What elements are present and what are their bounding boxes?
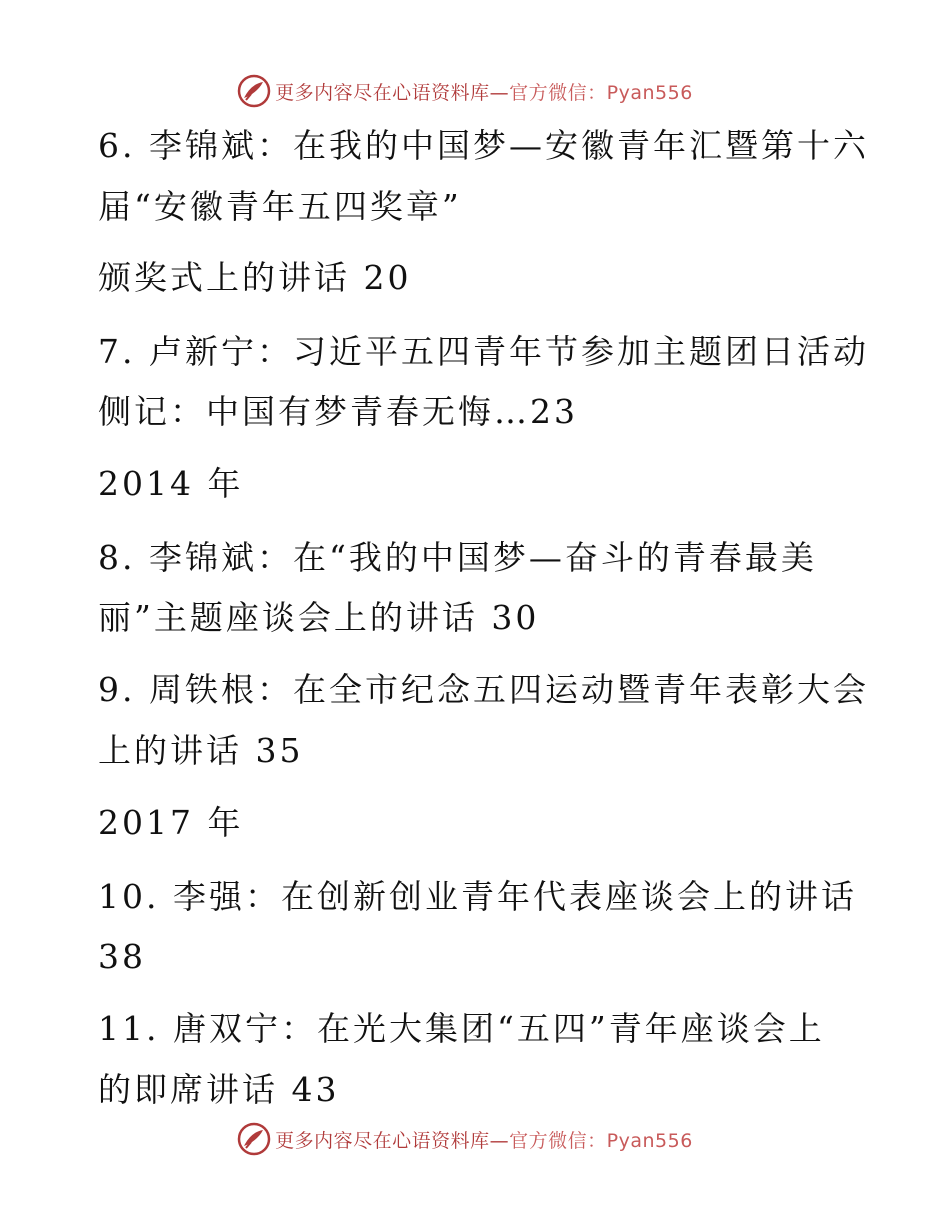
- pen-logo-icon: [237, 1122, 271, 1156]
- toc-line-6-part1: 6. 李锦斌：在我的中国梦—安徽青年汇暨第十六: [98, 126, 869, 165]
- toc-line-6-part2: 届“安徽青年五四奖章”: [98, 187, 462, 226]
- watermark-text: 更多内容尽在心语资料库—官方微信：Pyan556: [275, 1129, 693, 1152]
- header-watermark: [0, 71, 950, 111]
- footer-watermark: [0, 1119, 950, 1159]
- toc-line-11-part2: 的即席讲话 43: [98, 1070, 340, 1109]
- watermark-group: [237, 1122, 693, 1156]
- toc-year-2014: 2014 年: [98, 464, 244, 503]
- toc-line-11-part1: 11. 唐双宁：在光大集团“五四”青年座谈会上: [98, 1009, 825, 1048]
- toc-line-10-part1: 10. 李强：在创新创业青年代表座谈会上的讲话: [98, 877, 857, 916]
- toc-line-7-part2: 侧记：中国有梦青春无悔…23: [98, 392, 578, 431]
- toc-line-9-part1: 9. 周铁根：在全市纪念五四运动暨青年表彰大会: [98, 670, 869, 709]
- toc-line-9-part2: 上的讲话 35: [98, 731, 304, 770]
- toc-line-7-part1: 7. 卢新宁：习近平五四青年节参加主题团日活动: [98, 332, 869, 371]
- toc-year-2017: 2017 年: [98, 803, 244, 842]
- toc-line-8-part2: 丽”主题座谈会上的讲话 30: [98, 598, 540, 637]
- watermark-text: 更多内容尽在心语资料库—官方微信：Pyan556: [275, 81, 693, 104]
- toc-line-10-part2: 38: [98, 937, 146, 976]
- watermark-group: [237, 74, 693, 108]
- toc-line-6-part3: 颁奖式上的讲话 20: [98, 258, 412, 297]
- pen-logo-icon: [237, 74, 271, 108]
- toc-line-8-part1: 8. 李锦斌：在“我的中国梦—奋斗的青春最美: [98, 538, 817, 577]
